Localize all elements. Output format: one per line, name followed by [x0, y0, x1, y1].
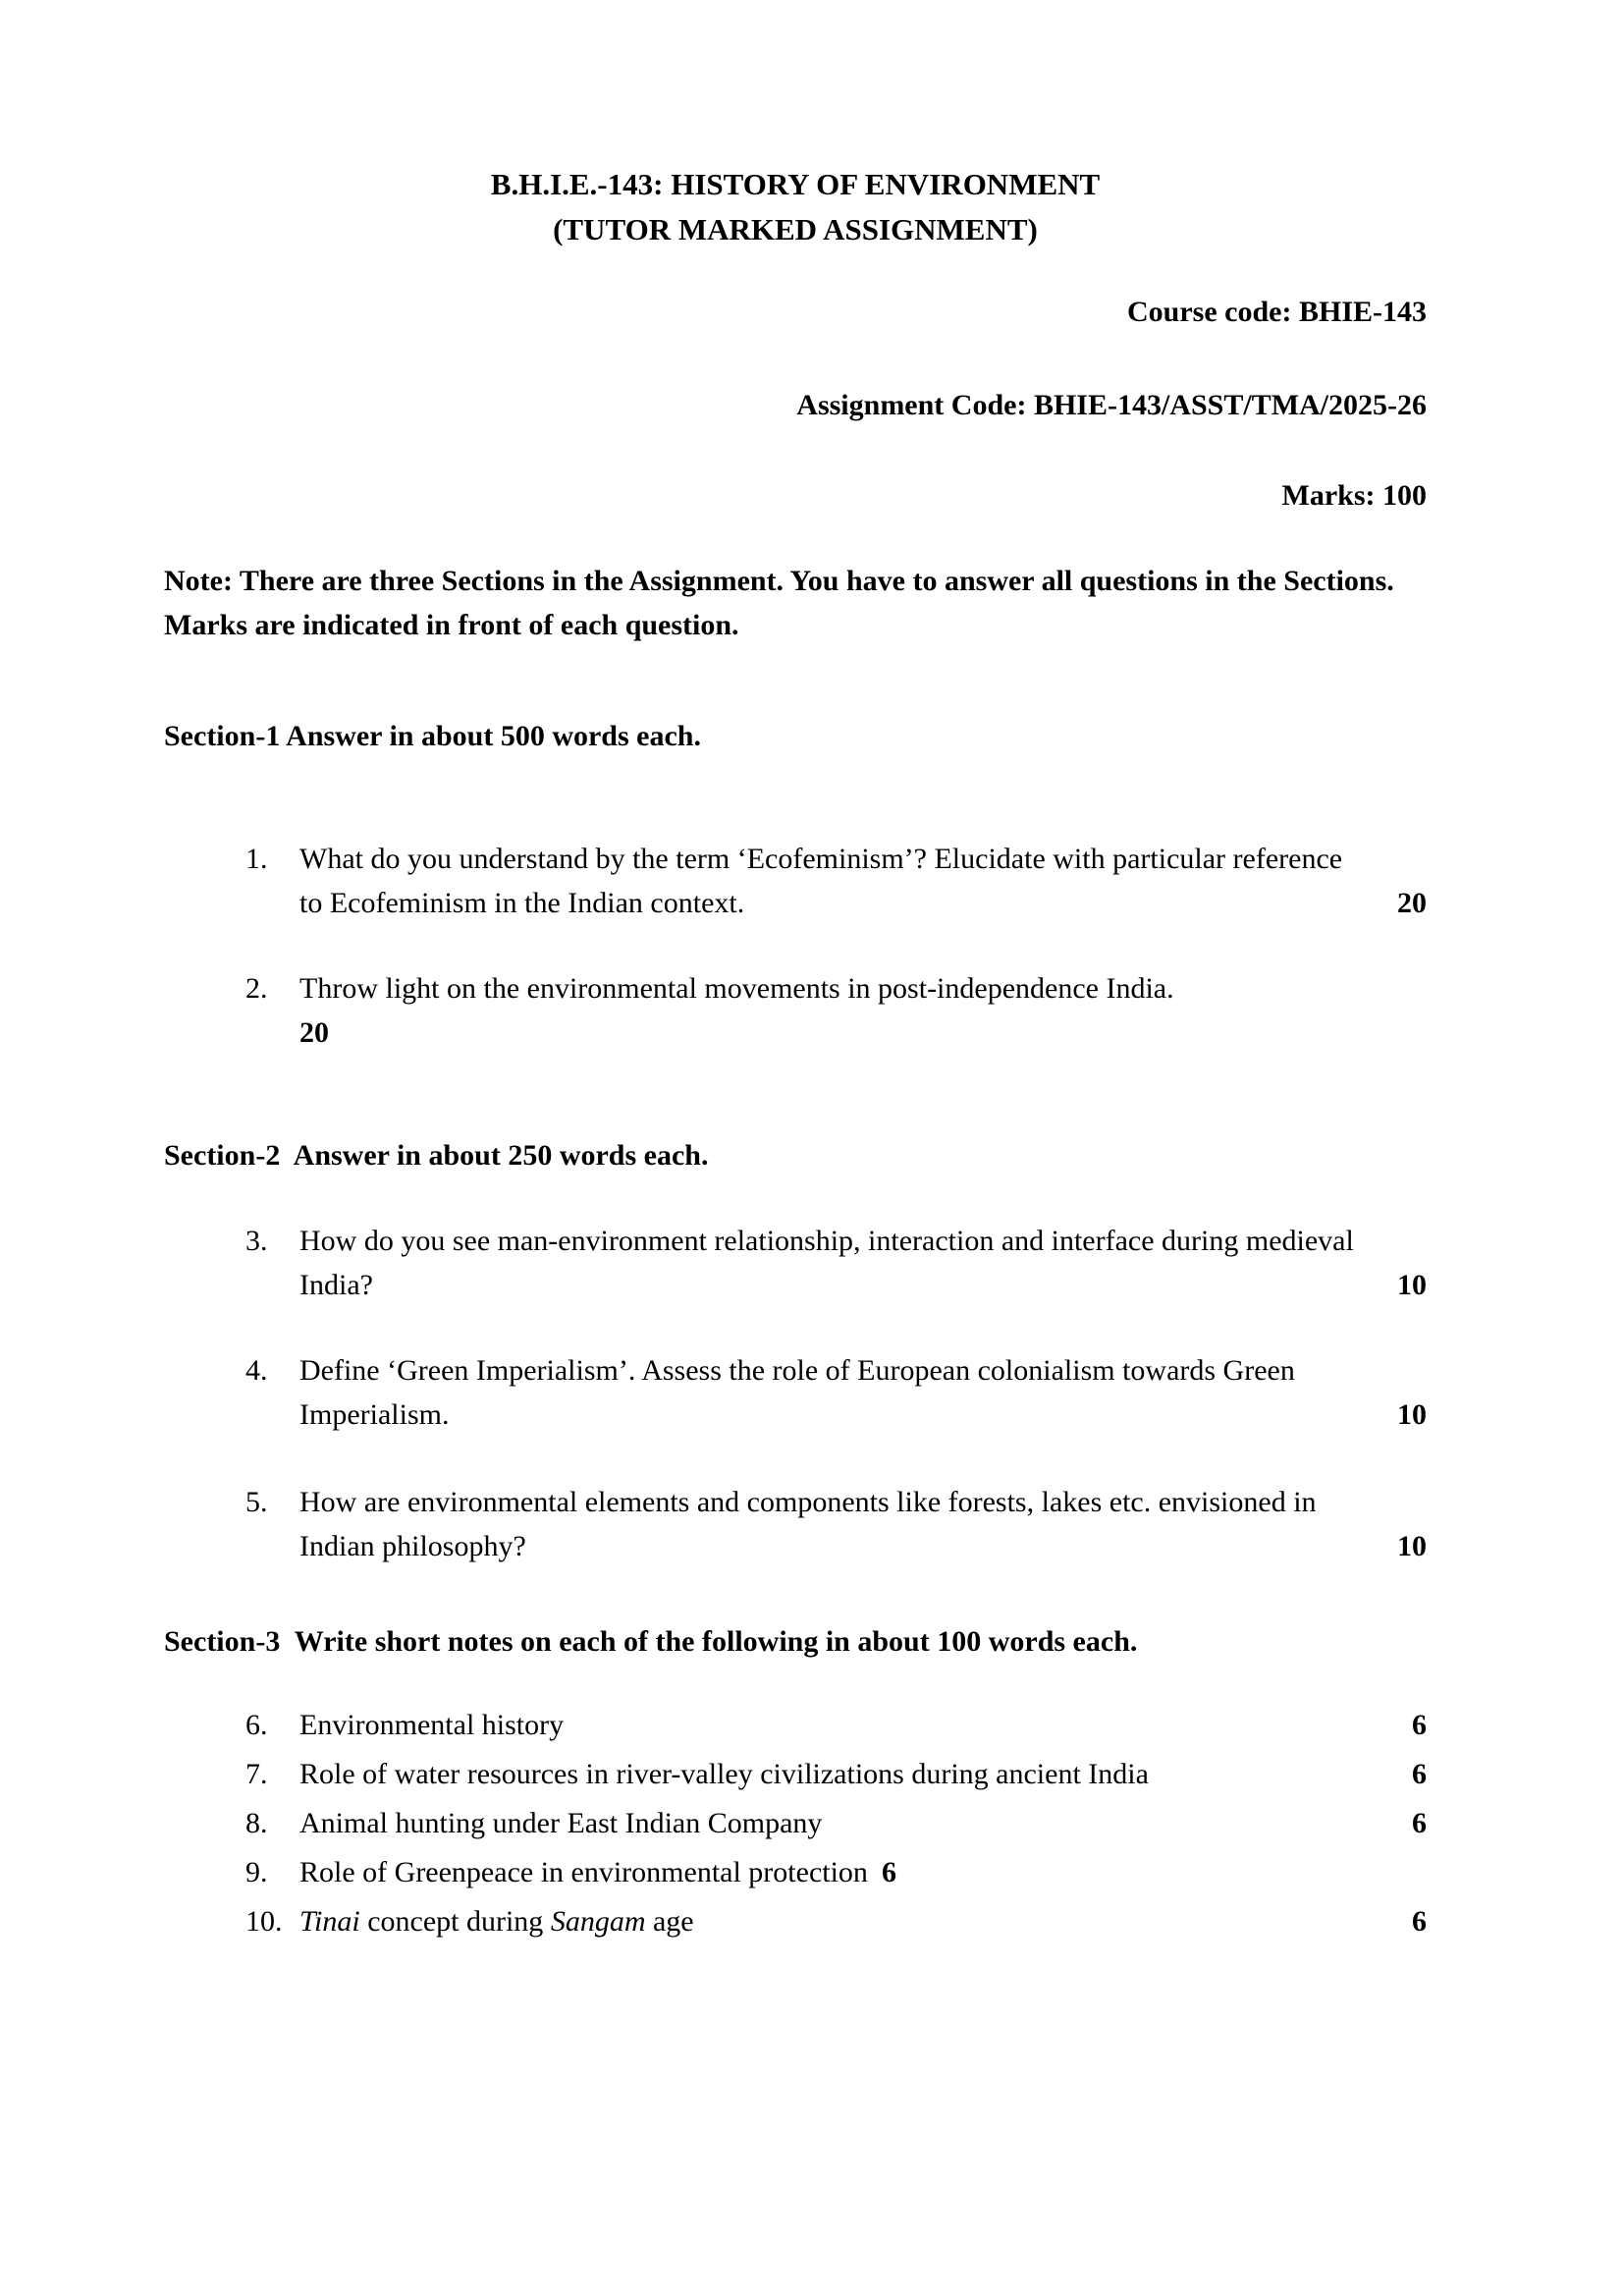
question-10-number: 10.: [245, 1905, 283, 1938]
assignment-code: Assignment Code: BHIE-143/ASST/TMA/2025-26: [796, 389, 1427, 421]
title-line-1: B.H.I.E.-143: HISTORY OF ENVIRONMENT: [490, 167, 1101, 201]
question-2-body: [299, 966, 1427, 1055]
question-7-text: Role of water resources in river-valley civilizations during ancient India: [299, 1758, 1149, 1790]
question-5-marks: 10: [1397, 1530, 1427, 1562]
question-5-number: 5.: [245, 1486, 268, 1518]
question-4: [164, 1348, 1427, 1437]
question-5: [164, 1480, 1427, 1568]
question-7-number: 7.: [245, 1758, 268, 1790]
question-9-text: Role of Greenpeace in environmental protection: [299, 1856, 868, 1888]
question-6-number: 6.: [245, 1709, 268, 1741]
question-1-text: What do you understand by the term ‘Ecofeminism’? Elucidate with particular reference to Ecofeminism in the Indian context.: [299, 843, 1343, 919]
course-code: Course code: BHIE-143: [1127, 296, 1427, 328]
document-title: [164, 162, 1427, 252]
question-1-marks: 20: [1397, 887, 1427, 919]
question-1-number: 1.: [245, 843, 268, 875]
question-4-number: 4.: [245, 1354, 268, 1387]
question-10-marks: 6: [1412, 1905, 1427, 1938]
question-5-text: How are environmental elements and components like forests, lakes etc. envisioned in Indian philosophy?: [299, 1486, 1317, 1562]
question-7-marks: 6: [1412, 1758, 1427, 1790]
section-3-heading: Section-3 Write short notes on each of the following in about 100 words each.: [164, 1625, 1138, 1658]
question-8-number: 8.: [245, 1807, 268, 1839]
question-3-text: How do you see man-environment relationship, interaction and interface during medieval India?: [299, 1225, 1354, 1301]
question-8-marks: 6: [1412, 1807, 1427, 1839]
question-6-marks: 6: [1412, 1709, 1427, 1741]
question-3: [164, 1219, 1427, 1307]
total-marks: Marks: 100: [1281, 479, 1427, 512]
question-1: [164, 837, 1427, 925]
section-1-heading: Section-1 Answer in about 500 words each.: [164, 720, 701, 752]
question-4-text: Define ‘Green Imperialism’. Assess the role of European colonialism towards Green Imperialism.: [299, 1354, 1295, 1431]
question-2-number: 2.: [245, 972, 268, 1005]
question-6: [164, 1703, 1427, 1747]
question-9: [164, 1850, 1427, 1894]
question-2-text: Throw light on the environmental movements in post-independence India.: [299, 972, 1174, 1005]
question-3-marks: 10: [1397, 1269, 1427, 1301]
note-text: Note: There are three Sections in the Assignment. You have to answer all questions in the Sections. Marks are indicated in front of each question.: [164, 565, 1394, 641]
question-8-text: Animal hunting under East Indian Company: [299, 1807, 823, 1839]
question-4-marks: 10: [1397, 1398, 1427, 1431]
question-10: [164, 1899, 1427, 1943]
question-8: [164, 1801, 1427, 1845]
question-10-text-sangam: Sangam: [550, 1905, 646, 1938]
question-2-marks: 20: [299, 1016, 329, 1049]
question-10-text-mid: concept during: [359, 1905, 551, 1938]
question-9-body: [299, 1850, 1427, 1894]
question-7: [164, 1752, 1427, 1796]
question-10-body: [299, 1899, 1427, 1943]
question-9-number: 9.: [245, 1856, 268, 1888]
question-9-marks: 6: [881, 1856, 896, 1888]
title-line-2: (TUTOR MARKED ASSIGNMENT): [553, 212, 1038, 246]
question-6-text: Environmental history: [299, 1709, 565, 1741]
question-10-text-tinai: Tinai: [299, 1905, 360, 1938]
question-3-number: 3.: [245, 1225, 268, 1257]
question-10-text-end: age: [645, 1905, 694, 1938]
section-2-heading: Section-2 Answer in about 250 words each.: [164, 1139, 709, 1172]
question-2: [164, 966, 1427, 1055]
